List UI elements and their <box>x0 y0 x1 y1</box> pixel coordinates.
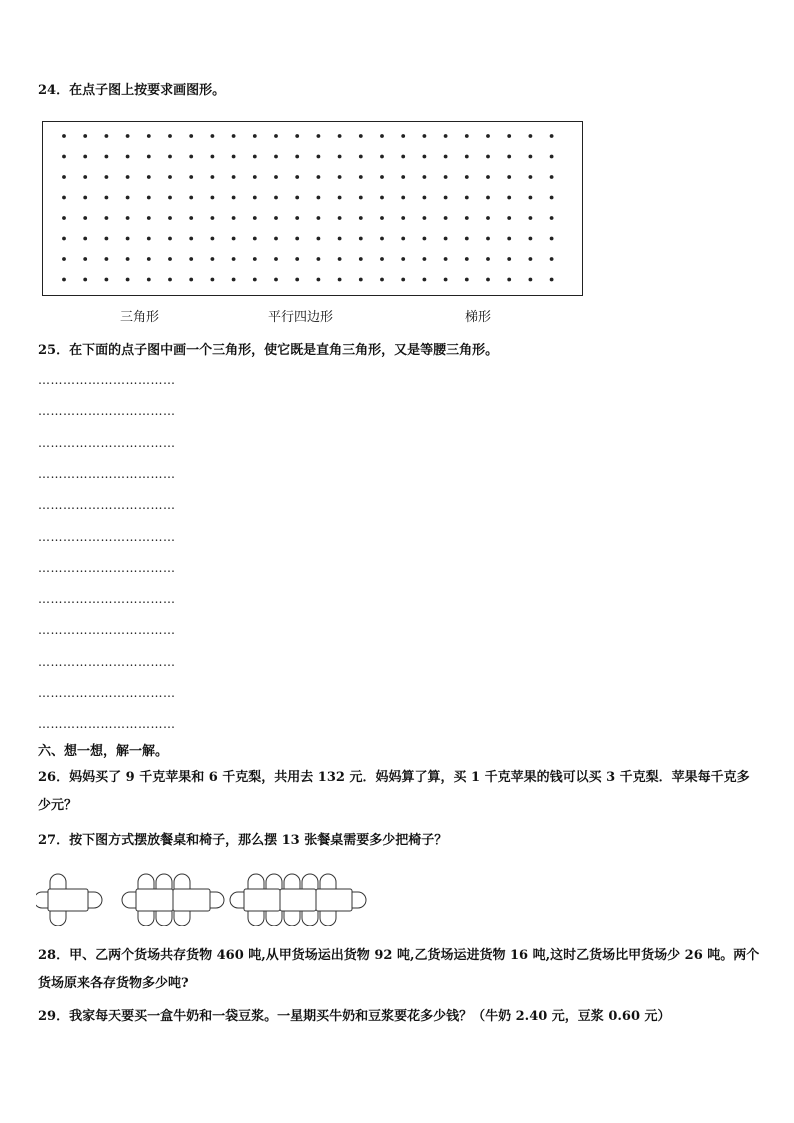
grid-dot <box>465 175 469 179</box>
grid-dot <box>83 216 87 220</box>
grid-dot <box>83 175 87 179</box>
question-27: 27．按下图方式摆放餐桌和椅子，那么摆 13 张餐桌需要多少把椅子？ <box>38 833 448 848</box>
grid-dot <box>550 216 554 220</box>
grid-dot <box>529 155 533 159</box>
grid-dot <box>147 216 151 220</box>
grid-dot <box>380 237 384 241</box>
grid-dot <box>507 134 511 138</box>
grid-dot <box>550 134 554 138</box>
grid-dot <box>465 155 469 159</box>
grid-dot <box>338 257 342 261</box>
grid-dot <box>62 134 66 138</box>
grid-dot <box>380 257 384 261</box>
grid-dot <box>380 155 384 159</box>
grid-dot <box>147 278 151 282</box>
grid-dot <box>529 175 533 179</box>
grid-dot <box>83 278 87 282</box>
grid-dot <box>317 196 321 200</box>
grid-dot <box>380 196 384 200</box>
grid-dot <box>274 155 278 159</box>
grid-dot <box>295 257 299 261</box>
grid-dot <box>444 196 448 200</box>
answer-dot-line: …………………………… <box>38 529 176 544</box>
grid-dot <box>126 278 130 282</box>
grid-dot <box>168 155 172 159</box>
grid-dot <box>359 175 363 179</box>
grid-dot <box>529 257 533 261</box>
grid-dot <box>105 134 109 138</box>
grid-dot <box>507 257 511 261</box>
section-6-heading: 六、想一想，解一解。 <box>38 744 169 759</box>
grid-dot <box>359 134 363 138</box>
grid-dot <box>486 278 490 282</box>
grid-dot <box>211 278 215 282</box>
grid-dot <box>359 196 363 200</box>
grid-dot <box>274 257 278 261</box>
grid-dot <box>232 155 236 159</box>
grid-dot <box>189 278 193 282</box>
grid-dot <box>253 134 257 138</box>
grid-dot <box>211 257 215 261</box>
grid-dot <box>444 216 448 220</box>
grid-dot <box>444 257 448 261</box>
question-28: 28．甲、乙两个货场共存货物 460 吨,从甲货场运出货物 92 吨,乙货场运进货物 16 吨,这时乙货场比甲货场少 26 吨。两个货场原来各存货物多少吨? <box>38 948 760 991</box>
grid-dot <box>444 278 448 282</box>
grid-dot <box>253 216 257 220</box>
grid-dot <box>62 155 66 159</box>
question-25: 25．在下面的点子图中画一个三角形，使它既是直角三角形，又是等腰三角形。 <box>38 343 499 358</box>
grid-dot <box>83 237 87 241</box>
question-26: 26．妈妈买了 9 千克苹果和 6 千克梨，共用去 132 元．妈妈算了算，买 1 千克苹果的钱可以买 3 千克梨．苹果每千克多少元？ <box>38 770 750 813</box>
grid-dot <box>274 278 278 282</box>
label-trapezoid: 梯形 <box>465 310 492 325</box>
grid-dot <box>211 134 215 138</box>
grid-dot <box>168 175 172 179</box>
grid-dot <box>465 237 469 241</box>
grid-dot <box>295 175 299 179</box>
grid-dot <box>338 216 342 220</box>
dot-grid-svg <box>43 122 581 294</box>
grid-dot <box>507 175 511 179</box>
grid-dot <box>126 237 130 241</box>
grid-dot <box>486 216 490 220</box>
table-group-3 <box>230 874 366 926</box>
grid-dot <box>529 196 533 200</box>
grid-dot <box>253 155 257 159</box>
grid-dot <box>168 134 172 138</box>
label-parallelogram: 平行四边形 <box>268 310 334 325</box>
table-group-1 <box>36 874 102 926</box>
grid-dot <box>401 237 405 241</box>
grid-dot <box>126 216 130 220</box>
grid-dot <box>401 134 405 138</box>
grid-dot <box>338 196 342 200</box>
grid-dot <box>401 278 405 282</box>
grid-dot <box>274 134 278 138</box>
grid-dot <box>168 196 172 200</box>
grid-dot <box>359 237 363 241</box>
grid-dot <box>147 134 151 138</box>
grid-dot <box>507 155 511 159</box>
grid-dot <box>507 237 511 241</box>
grid-dot <box>126 155 130 159</box>
grid-dot <box>317 257 321 261</box>
grid-dot <box>232 278 236 282</box>
answer-dot-line: …………………………… <box>38 654 176 669</box>
grid-dot <box>295 134 299 138</box>
grid-dot <box>83 196 87 200</box>
grid-dot <box>465 257 469 261</box>
grid-dot <box>401 175 405 179</box>
grid-dot <box>274 237 278 241</box>
grid-dot <box>338 278 342 282</box>
grid-dot <box>126 175 130 179</box>
grid-dot <box>380 175 384 179</box>
grid-dot <box>486 237 490 241</box>
answer-dot-line: …………………………… <box>38 435 176 450</box>
grid-dot <box>317 237 321 241</box>
grid-dot <box>529 134 533 138</box>
grid-dot <box>401 196 405 200</box>
answer-dot-line: …………………………… <box>38 623 176 638</box>
grid-dot <box>338 155 342 159</box>
grid-dot <box>380 216 384 220</box>
grid-dot <box>105 257 109 261</box>
dot-grid <box>42 121 583 296</box>
grid-dot <box>550 175 554 179</box>
grid-dot <box>507 278 511 282</box>
grid-dot <box>444 134 448 138</box>
grid-dot <box>105 216 109 220</box>
grid-dot <box>189 175 193 179</box>
answer-dot-line: …………………………… <box>38 560 176 575</box>
grid-dot <box>126 134 130 138</box>
grid-dot <box>232 134 236 138</box>
grid-dot <box>401 155 405 159</box>
grid-dot <box>444 237 448 241</box>
grid-dot <box>380 278 384 282</box>
grid-dot <box>232 175 236 179</box>
label-triangle: 三角形 <box>120 310 160 325</box>
grid-dot <box>253 237 257 241</box>
grid-dot <box>211 196 215 200</box>
grid-dot <box>317 216 321 220</box>
grid-dot <box>295 155 299 159</box>
grid-dot <box>211 237 215 241</box>
grid-dot <box>486 196 490 200</box>
grid-dot <box>189 237 193 241</box>
answer-dot-line: …………………………… <box>38 717 176 732</box>
grid-dot <box>423 134 427 138</box>
grid-dot <box>338 237 342 241</box>
grid-dot <box>189 196 193 200</box>
table-chair-figure <box>36 870 376 926</box>
grid-dot <box>550 196 554 200</box>
grid-dot <box>211 155 215 159</box>
grid-dot <box>83 134 87 138</box>
grid-dot <box>423 155 427 159</box>
grid-dot <box>83 155 87 159</box>
grid-dot <box>189 257 193 261</box>
grid-dot <box>423 257 427 261</box>
grid-dot <box>359 155 363 159</box>
grid-dot <box>253 175 257 179</box>
grid-dot <box>550 237 554 241</box>
grid-dot <box>529 278 533 282</box>
grid-dot <box>423 278 427 282</box>
grid-dot <box>232 237 236 241</box>
grid-dot <box>486 134 490 138</box>
grid-dot <box>168 257 172 261</box>
grid-dot <box>62 216 66 220</box>
grid-dot <box>168 237 172 241</box>
grid-dot <box>189 134 193 138</box>
grid-dot <box>401 257 405 261</box>
grid-dot <box>465 216 469 220</box>
grid-dot <box>444 155 448 159</box>
grid-dot <box>359 278 363 282</box>
grid-dot <box>147 237 151 241</box>
grid-dot <box>380 134 384 138</box>
grid-dot <box>338 134 342 138</box>
grid-dot <box>295 216 299 220</box>
grid-dot <box>550 257 554 261</box>
grid-dot <box>147 257 151 261</box>
grid-dot <box>486 257 490 261</box>
answer-dot-line: …………………………… <box>38 592 176 607</box>
grid-dot <box>232 196 236 200</box>
grid-dot <box>189 155 193 159</box>
grid-dot <box>168 216 172 220</box>
grid-dot <box>317 134 321 138</box>
grid-dot <box>317 175 321 179</box>
grid-dot <box>274 175 278 179</box>
grid-dot <box>486 155 490 159</box>
grid-dot <box>168 278 172 282</box>
grid-dot <box>423 196 427 200</box>
grid-dot <box>62 196 66 200</box>
answer-dot-line: …………………………… <box>38 404 176 419</box>
grid-dot <box>105 155 109 159</box>
grid-dot <box>274 196 278 200</box>
grid-dot <box>423 216 427 220</box>
grid-dot <box>274 216 278 220</box>
answer-dot-line: …………………………… <box>38 686 176 700</box>
grid-dot <box>147 196 151 200</box>
grid-dot <box>338 175 342 179</box>
grid-dot <box>62 278 66 282</box>
grid-dot <box>465 134 469 138</box>
answer-dot-line: …………………………… <box>38 373 176 387</box>
grid-dot <box>211 175 215 179</box>
grid-dot <box>507 196 511 200</box>
grid-dot <box>62 257 66 261</box>
grid-dot <box>317 155 321 159</box>
grid-dot <box>253 257 257 261</box>
question-24: 24．在点子图上按要求画图形。 <box>38 83 226 98</box>
grid-dot <box>105 237 109 241</box>
grid-dot <box>83 257 87 261</box>
grid-dot <box>126 196 130 200</box>
grid-dot <box>62 237 66 241</box>
grid-dot <box>295 278 299 282</box>
answer-dot-line: …………………………… <box>38 466 176 481</box>
question-29: 29．我家每天要买一盒牛奶和一袋豆浆。一星期买牛奶和豆浆要花多少钱？（牛奶 2.40 元，豆浆 0.60 元） <box>38 1009 671 1024</box>
grid-dot <box>105 175 109 179</box>
grid-dot <box>253 196 257 200</box>
grid-dot <box>105 196 109 200</box>
grid-dot <box>147 155 151 159</box>
grid-dot <box>486 175 490 179</box>
table-group-2 <box>122 874 224 926</box>
grid-dot <box>189 216 193 220</box>
grid-dot <box>359 216 363 220</box>
grid-dot <box>126 257 130 261</box>
grid-dot <box>105 278 109 282</box>
grid-dot <box>211 216 215 220</box>
grid-dot <box>507 216 511 220</box>
grid-dot <box>295 237 299 241</box>
grid-dot <box>359 257 363 261</box>
grid-dot <box>465 196 469 200</box>
grid-dot <box>529 216 533 220</box>
grid-dot <box>147 175 151 179</box>
grid-dot <box>317 278 321 282</box>
grid-dot <box>550 278 554 282</box>
grid-dot <box>295 196 299 200</box>
answer-dot-line: …………………………… <box>38 498 176 513</box>
grid-dot <box>529 237 533 241</box>
grid-dot <box>401 216 405 220</box>
grid-dot <box>423 175 427 179</box>
grid-dot <box>444 175 448 179</box>
grid-dot <box>62 175 66 179</box>
grid-dot <box>550 155 554 159</box>
grid-dot <box>232 216 236 220</box>
grid-dot <box>423 237 427 241</box>
grid-dot <box>253 278 257 282</box>
grid-dot <box>465 278 469 282</box>
grid-dot <box>232 257 236 261</box>
